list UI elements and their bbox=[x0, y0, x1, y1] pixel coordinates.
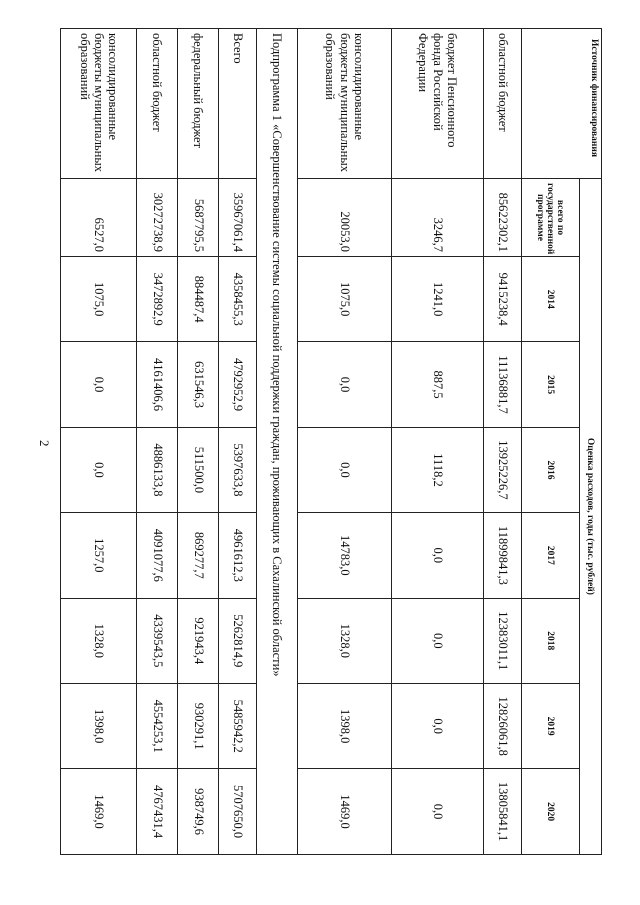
cell-value: 1075,0 bbox=[297, 257, 391, 342]
page-number: 2 bbox=[37, 440, 52, 447]
cell-total: 35967061,4 bbox=[218, 179, 256, 257]
cell-value: 1469,0 bbox=[61, 769, 137, 854]
cell-value: 930291,1 bbox=[178, 683, 219, 768]
cell-value: 4961612,3 bbox=[218, 513, 256, 598]
row-label: федеральный бюджет bbox=[178, 29, 219, 179]
cell-value: 0,0 bbox=[61, 427, 137, 512]
year-header: 2017 bbox=[522, 513, 580, 598]
cell-value: 0,0 bbox=[392, 769, 484, 854]
cell-value: 4767431,4 bbox=[137, 769, 178, 854]
cell-value: 3472892,9 bbox=[137, 257, 178, 342]
cell-value: 0,0 bbox=[297, 342, 391, 427]
year-header: 2014 bbox=[522, 257, 580, 342]
year-header: 2020 bbox=[522, 769, 580, 854]
cell-value: 11136881,7 bbox=[483, 342, 521, 427]
cell-value: 5485942,2 bbox=[218, 683, 256, 768]
rotated-table-container bbox=[60, 28, 602, 854]
cell-value: 12383011,1 bbox=[483, 598, 521, 683]
cell-value: 5707650,0 bbox=[218, 769, 256, 854]
cell-total: 5687795,5 bbox=[178, 179, 219, 257]
row-label: консолидированные бюджеты муниципальных образований bbox=[297, 29, 391, 179]
total-program-header: всего по государственной программе bbox=[522, 179, 580, 257]
cell-value: 0,0 bbox=[297, 427, 391, 512]
cell-value: 1328,0 bbox=[61, 598, 137, 683]
cell-value: 511500,0 bbox=[178, 427, 219, 512]
cell-value: 13805841,1 bbox=[483, 769, 521, 854]
cell-value: 14783,0 bbox=[297, 513, 391, 598]
cell-value: 1469,0 bbox=[297, 769, 391, 854]
cell-value: 887,5 bbox=[392, 342, 484, 427]
cell-total: 6527,0 bbox=[61, 179, 137, 257]
cell-value: 0,0 bbox=[392, 683, 484, 768]
year-header: 2015 bbox=[522, 342, 580, 427]
cell-value: 921943,4 bbox=[178, 598, 219, 683]
row-label: консолидированные бюджеты муниципальных образований bbox=[61, 29, 137, 179]
cell-value: 12826061,8 bbox=[483, 683, 521, 768]
cell-value: 4339543,5 bbox=[137, 598, 178, 683]
cell-value: 631546,3 bbox=[178, 342, 219, 427]
cell-total: 85622302,1 bbox=[483, 179, 521, 257]
estimate-header: Оценка расходов, годы (тыс. рублей) bbox=[580, 179, 602, 855]
year-header: 2016 bbox=[522, 427, 580, 512]
table-row bbox=[297, 29, 391, 855]
cell-value: 1257,0 bbox=[61, 513, 137, 598]
cell-value: 1398,0 bbox=[61, 683, 137, 768]
table-row bbox=[218, 29, 256, 855]
header-row-estimate bbox=[580, 29, 602, 855]
table-row bbox=[483, 29, 521, 855]
cell-value: 4161406,6 bbox=[137, 342, 178, 427]
cell-total: 3246,7 bbox=[392, 179, 484, 257]
table-row bbox=[392, 29, 484, 855]
cell-value: 1075,0 bbox=[61, 257, 137, 342]
year-header: 2019 bbox=[522, 683, 580, 768]
cell-value: 0,0 bbox=[61, 342, 137, 427]
cell-value: 869277,7 bbox=[178, 513, 219, 598]
subprogram-row bbox=[257, 29, 298, 855]
cell-value: 9415238,4 bbox=[483, 257, 521, 342]
row-label: областной бюджет bbox=[137, 29, 178, 179]
cell-value: 1328,0 bbox=[297, 598, 391, 683]
cell-value: 1398,0 bbox=[297, 683, 391, 768]
cell-value: 4886133,8 bbox=[137, 427, 178, 512]
table-row bbox=[61, 29, 137, 855]
cell-value: 0,0 bbox=[392, 598, 484, 683]
cell-value: 4358455,3 bbox=[218, 257, 256, 342]
budget-table bbox=[60, 28, 602, 855]
cell-total: 30272738,9 bbox=[137, 179, 178, 257]
cell-value: 938749,6 bbox=[178, 769, 219, 854]
cell-value: 0,0 bbox=[392, 513, 484, 598]
cell-value: 5262814,9 bbox=[218, 598, 256, 683]
row-label: Всего bbox=[218, 29, 256, 179]
cell-value: 884487,4 bbox=[178, 257, 219, 342]
row-label: бюджет Пенсионного фонда Российской Федерации bbox=[392, 29, 484, 179]
table-row bbox=[137, 29, 178, 855]
cell-value: 5397633,8 bbox=[218, 427, 256, 512]
cell-value: 1118,2 bbox=[392, 427, 484, 512]
cell-value: 13925226,7 bbox=[483, 427, 521, 512]
subprogram-title: Подпрограмма 1 «Совершенствование системы социальной поддержки граждан, проживающих в Сахалинской области» bbox=[257, 29, 298, 855]
table-row bbox=[178, 29, 219, 855]
year-header: 2018 bbox=[522, 598, 580, 683]
cell-value: 4091077,6 bbox=[137, 513, 178, 598]
cell-total: 20053,0 bbox=[297, 179, 391, 257]
source-header: Источник финансирования bbox=[522, 29, 602, 179]
cell-value: 1241,0 bbox=[392, 257, 484, 342]
row-label: областной бюджет bbox=[483, 29, 521, 179]
cell-value: 11899841,3 bbox=[483, 513, 521, 598]
cell-value: 4554253,1 bbox=[137, 683, 178, 768]
cell-value: 4792952,9 bbox=[218, 342, 256, 427]
